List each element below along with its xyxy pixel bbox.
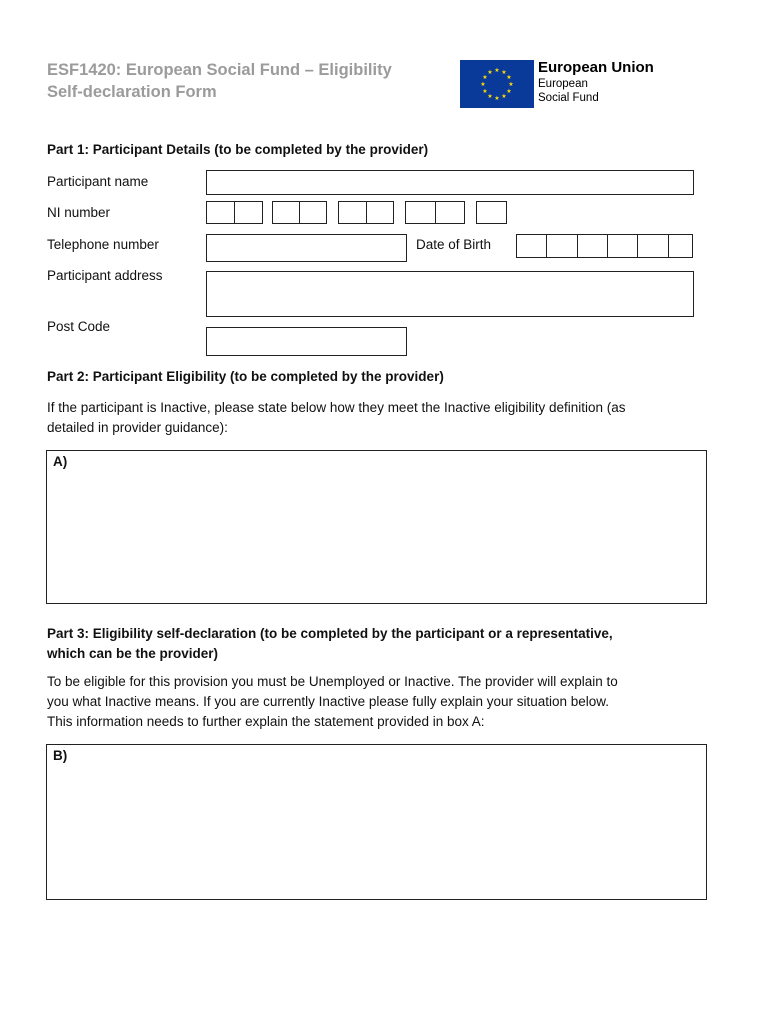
eu-logo [460,59,680,109]
box-b-field[interactable] [46,744,707,900]
svg-text:★: ★ [482,88,488,95]
postcode-label: Post Code [47,319,111,334]
dob-field[interactable] [516,234,693,258]
svg-text:★: ★ [501,93,507,100]
svg-text:★: ★ [494,67,500,74]
svg-text:★: ★ [482,74,488,81]
eu-logo-sub2: Social Fund [538,92,599,104]
svg-text:★: ★ [487,93,493,100]
part2-heading: Part 2: Participant Eligibility (to be completed by the provider) [47,369,444,384]
form-title-line1: ESF1420: European Social Fund – Eligibility [47,61,392,79]
ni-number-label: NI number [47,205,111,220]
box-a-label: A) [53,454,68,469]
part3-heading-line1: Part 3: Eligibility self-declaration (to be completed by the participant or a representative, [47,626,613,641]
svg-text:★: ★ [494,95,500,102]
form-title-line2: Self-declaration Form [47,83,217,101]
eu-stars-icon [460,60,534,108]
box-b-label: B) [53,748,68,763]
part3-heading-line2: which can be the provider) [47,646,219,661]
telephone-label: Telephone number [47,237,159,252]
eu-flag-icon [460,60,534,108]
ni-number-group-5[interactable] [476,201,507,224]
svg-text:★: ★ [480,81,486,88]
part3-instructions-line3: This information needs to further explain the statement provided in box A: [47,714,485,729]
svg-text:★: ★ [501,69,507,76]
eu-logo-text [538,59,654,105]
ni-number-group-2[interactable] [272,201,327,224]
form-title [47,59,392,103]
part2-instructions-line2: detailed in provider guidance): [47,420,228,435]
svg-text:★: ★ [506,74,512,81]
ni-number-group-1[interactable] [206,201,263,224]
eu-logo-title: European Union [538,59,654,76]
svg-text:★: ★ [506,88,512,95]
address-label: Participant address [47,268,163,283]
part3-instructions [47,672,618,732]
part2-instructions-line1: If the participant is Inactive, please state below how they meet the Inactive eligibility definition (as [47,400,626,415]
part2-instructions [47,398,626,438]
dob-label: Date of Birth [416,237,492,252]
part3-instructions-line2: you what Inactive means. If you are currently Inactive please fully explain your situation below. [47,694,610,709]
box-a-field[interactable] [46,450,707,604]
postcode-field[interactable] [206,327,407,356]
svg-text:★: ★ [487,69,493,76]
part3-instructions-line1: To be eligible for this provision you must be Unemployed or Inactive. The provider will explain to [47,674,618,689]
ni-number-group-4[interactable] [405,201,465,224]
ni-number-group-3[interactable] [338,201,394,224]
participant-name-label: Participant name [47,174,149,189]
telephone-field[interactable] [206,234,407,262]
part1-heading: Part 1: Participant Details (to be completed by the provider) [47,142,429,157]
participant-name-field[interactable] [206,170,694,195]
address-field[interactable] [206,271,694,317]
svg-text:★: ★ [508,81,514,88]
eu-logo-sub1: European [538,78,588,90]
part3-heading [47,624,613,664]
